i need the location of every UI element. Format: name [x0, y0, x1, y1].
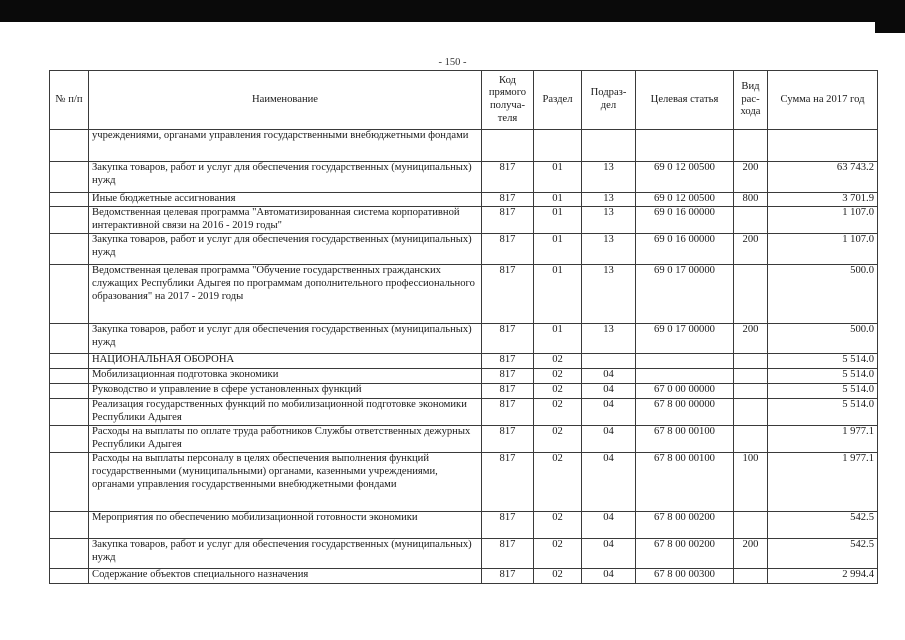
row-subsection: 04: [582, 568, 636, 583]
row-target-article: [636, 353, 734, 368]
row-section: 01: [534, 207, 582, 234]
row-section: 02: [534, 398, 582, 425]
row-sum: 1 107.0: [768, 233, 878, 264]
row-target-article: 69 0 16 00000: [636, 233, 734, 264]
table-row: [50, 538, 878, 568]
table-row: [50, 425, 878, 452]
row-recipient-code: 817: [482, 383, 534, 398]
row-number: [50, 264, 89, 323]
header-subsection: Подраз-дел: [582, 71, 636, 130]
row-sum: 542.5: [768, 511, 878, 538]
table-row: [50, 568, 878, 583]
row-target-article: 67 8 00 00100: [636, 452, 734, 511]
row-subsection: 13: [582, 207, 636, 234]
row-recipient-code: 817: [482, 425, 534, 452]
row-subsection: 04: [582, 398, 636, 425]
header-name: Наименование: [89, 71, 482, 130]
row-recipient-code: 817: [482, 398, 534, 425]
row-number: [50, 130, 89, 162]
header-code: Код прямого получа-теля: [482, 71, 534, 130]
scan-top-border: [0, 0, 905, 22]
row-expense-kind: [734, 368, 768, 383]
table-row: [50, 452, 878, 511]
row-subsection: 04: [582, 538, 636, 568]
row-sum: 2 994.4: [768, 568, 878, 583]
row-sum: 5 514.0: [768, 353, 878, 368]
row-name: НАЦИОНАЛЬНАЯ ОБОРОНА: [89, 353, 482, 368]
row-section: 01: [534, 233, 582, 264]
row-expense-kind: [734, 568, 768, 583]
row-number: [50, 368, 89, 383]
row-sum: [768, 130, 878, 162]
row-name: Ведомственная целевая программа "Автоматизированная система корпоративной интерактивной связи на 2016 - 2019 годы": [89, 207, 482, 234]
row-sum: 63 743.2: [768, 162, 878, 193]
table-body: [50, 130, 878, 584]
row-sum: 5 514.0: [768, 368, 878, 383]
row-target-article: 69 0 12 00500: [636, 162, 734, 193]
row-number: [50, 383, 89, 398]
row-target-article: 69 0 17 00000: [636, 264, 734, 323]
row-number: [50, 452, 89, 511]
row-target-article: 67 8 00 00100: [636, 425, 734, 452]
row-name: Закупка товаров, работ и услуг для обеспечения государственных (муниципальных) нужд: [89, 323, 482, 353]
row-target-article: [636, 130, 734, 162]
row-target-article: 67 0 00 00000: [636, 383, 734, 398]
row-number: [50, 511, 89, 538]
row-name: Ведомственная целевая программа "Обучение государственных гражданских служащих Республики Адыгея по программам дополнительного профессионального образования" на 2017 - 2019 годы: [89, 264, 482, 323]
row-target-article: 67 8 00 00200: [636, 511, 734, 538]
row-sum: 500.0: [768, 323, 878, 353]
row-name: Закупка товаров, работ и услуг для обеспечения государственных (муниципальных) нужд: [89, 233, 482, 264]
row-subsection: 04: [582, 368, 636, 383]
row-subsection: [582, 130, 636, 162]
row-name: Реализация государственных функций по мобилизационной подготовке экономики Республики Адыгея: [89, 398, 482, 425]
row-target-article: 69 0 16 00000: [636, 207, 734, 234]
row-recipient-code: [482, 130, 534, 162]
row-section: 02: [534, 452, 582, 511]
row-expense-kind: 100: [734, 452, 768, 511]
table-row: [50, 207, 878, 234]
row-subsection: 04: [582, 425, 636, 452]
row-target-article: 67 8 00 00300: [636, 568, 734, 583]
table-header-row: [50, 71, 878, 130]
row-target-article: 67 8 00 00200: [636, 538, 734, 568]
row-section: 01: [534, 264, 582, 323]
row-name: Иные бюджетные ассигнования: [89, 193, 482, 207]
row-expense-kind: [734, 425, 768, 452]
table-row: [50, 511, 878, 538]
row-recipient-code: 817: [482, 233, 534, 264]
row-target-article: 69 0 17 00000: [636, 323, 734, 353]
table-row: [50, 264, 878, 323]
row-recipient-code: 817: [482, 193, 534, 207]
table-row: [50, 398, 878, 425]
row-number: [50, 162, 89, 193]
row-name: Мероприятия по обеспечению мобилизационной готовности экономики: [89, 511, 482, 538]
header-no: № п/п: [50, 71, 89, 130]
row-number: [50, 193, 89, 207]
row-number: [50, 538, 89, 568]
row-section: 02: [534, 511, 582, 538]
header-kind: Вид рас-хода: [734, 71, 768, 130]
header-sum: Сумма на 2017 год: [768, 71, 878, 130]
row-target-article: 69 0 12 00500: [636, 193, 734, 207]
row-subsection: 13: [582, 162, 636, 193]
row-subsection: 13: [582, 193, 636, 207]
row-section: 01: [534, 193, 582, 207]
row-recipient-code: 817: [482, 568, 534, 583]
row-expense-kind: [734, 207, 768, 234]
row-name: Содержание объектов специального назначения: [89, 568, 482, 583]
row-name: Расходы на выплаты персоналу в целях обеспечения выполнения функций государственными (муниципальными) органами, казенными учреждениями, органами управления государственными внебюджетными фондами: [89, 452, 482, 511]
page-number: - 150 -: [438, 57, 467, 68]
table-row: [50, 383, 878, 398]
header-section: Раздел: [534, 71, 582, 130]
row-section: 02: [534, 353, 582, 368]
row-name: Закупка товаров, работ и услуг для обеспечения государственных (муниципальных) нужд: [89, 538, 482, 568]
row-section: 01: [534, 162, 582, 193]
row-expense-kind: 200: [734, 233, 768, 264]
row-expense-kind: 800: [734, 193, 768, 207]
row-subsection: 04: [582, 511, 636, 538]
row-number: [50, 568, 89, 583]
table-row: [50, 323, 878, 353]
row-expense-kind: [734, 398, 768, 425]
row-recipient-code: 817: [482, 368, 534, 383]
row-subsection: 04: [582, 383, 636, 398]
table-row: [50, 233, 878, 264]
row-section: [534, 130, 582, 162]
table-row: [50, 130, 878, 162]
row-recipient-code: 817: [482, 538, 534, 568]
row-expense-kind: [734, 353, 768, 368]
table-row: [50, 353, 878, 368]
row-recipient-code: 817: [482, 323, 534, 353]
row-recipient-code: 817: [482, 264, 534, 323]
table-row: [50, 193, 878, 207]
row-section: 01: [534, 323, 582, 353]
row-name: Закупка товаров, работ и услуг для обеспечения государственных (муниципальных) нужд: [89, 162, 482, 193]
row-section: 02: [534, 383, 582, 398]
row-recipient-code: 817: [482, 511, 534, 538]
row-recipient-code: 817: [482, 452, 534, 511]
row-sum: 1 977.1: [768, 425, 878, 452]
row-sum: 3 701.9: [768, 193, 878, 207]
row-number: [50, 233, 89, 264]
row-target-article: 67 8 00 00000: [636, 398, 734, 425]
row-subsection: 13: [582, 233, 636, 264]
row-section: 02: [534, 538, 582, 568]
row-sum: 500.0: [768, 264, 878, 323]
row-name: учреждениями, органами управления государственными внебюджетными фондами: [89, 130, 482, 162]
row-expense-kind: [734, 511, 768, 538]
row-target-article: [636, 368, 734, 383]
row-expense-kind: 200: [734, 162, 768, 193]
row-sum: 5 514.0: [768, 398, 878, 425]
row-expense-kind: [734, 130, 768, 162]
row-expense-kind: 200: [734, 323, 768, 353]
row-recipient-code: 817: [482, 162, 534, 193]
row-subsection: 13: [582, 264, 636, 323]
row-expense-kind: 200: [734, 538, 768, 568]
row-sum: 1 107.0: [768, 207, 878, 234]
row-name: Руководство и управление в сфере установленных функций: [89, 383, 482, 398]
row-subsection: 04: [582, 452, 636, 511]
row-recipient-code: 817: [482, 353, 534, 368]
row-number: [50, 323, 89, 353]
row-number: [50, 425, 89, 452]
row-subsection: [582, 353, 636, 368]
row-sum: 5 514.0: [768, 383, 878, 398]
row-name: Расходы на выплаты по оплате труда работников Службы ответственных дежурных Республики Адыгея: [89, 425, 482, 452]
table-row: [50, 368, 878, 383]
row-section: 02: [534, 568, 582, 583]
row-sum: 542.5: [768, 538, 878, 568]
row-expense-kind: [734, 264, 768, 323]
row-section: 02: [534, 368, 582, 383]
budget-table: [49, 70, 878, 584]
row-number: [50, 353, 89, 368]
row-number: [50, 398, 89, 425]
row-expense-kind: [734, 383, 768, 398]
row-recipient-code: 817: [482, 207, 534, 234]
row-section: 02: [534, 425, 582, 452]
row-number: [50, 207, 89, 234]
row-name: Мобилизационная подготовка экономики: [89, 368, 482, 383]
scan-corner-border: [875, 0, 905, 33]
header-target: Целевая статья: [636, 71, 734, 130]
table-row: [50, 162, 878, 193]
row-sum: 1 977.1: [768, 452, 878, 511]
row-subsection: 13: [582, 323, 636, 353]
